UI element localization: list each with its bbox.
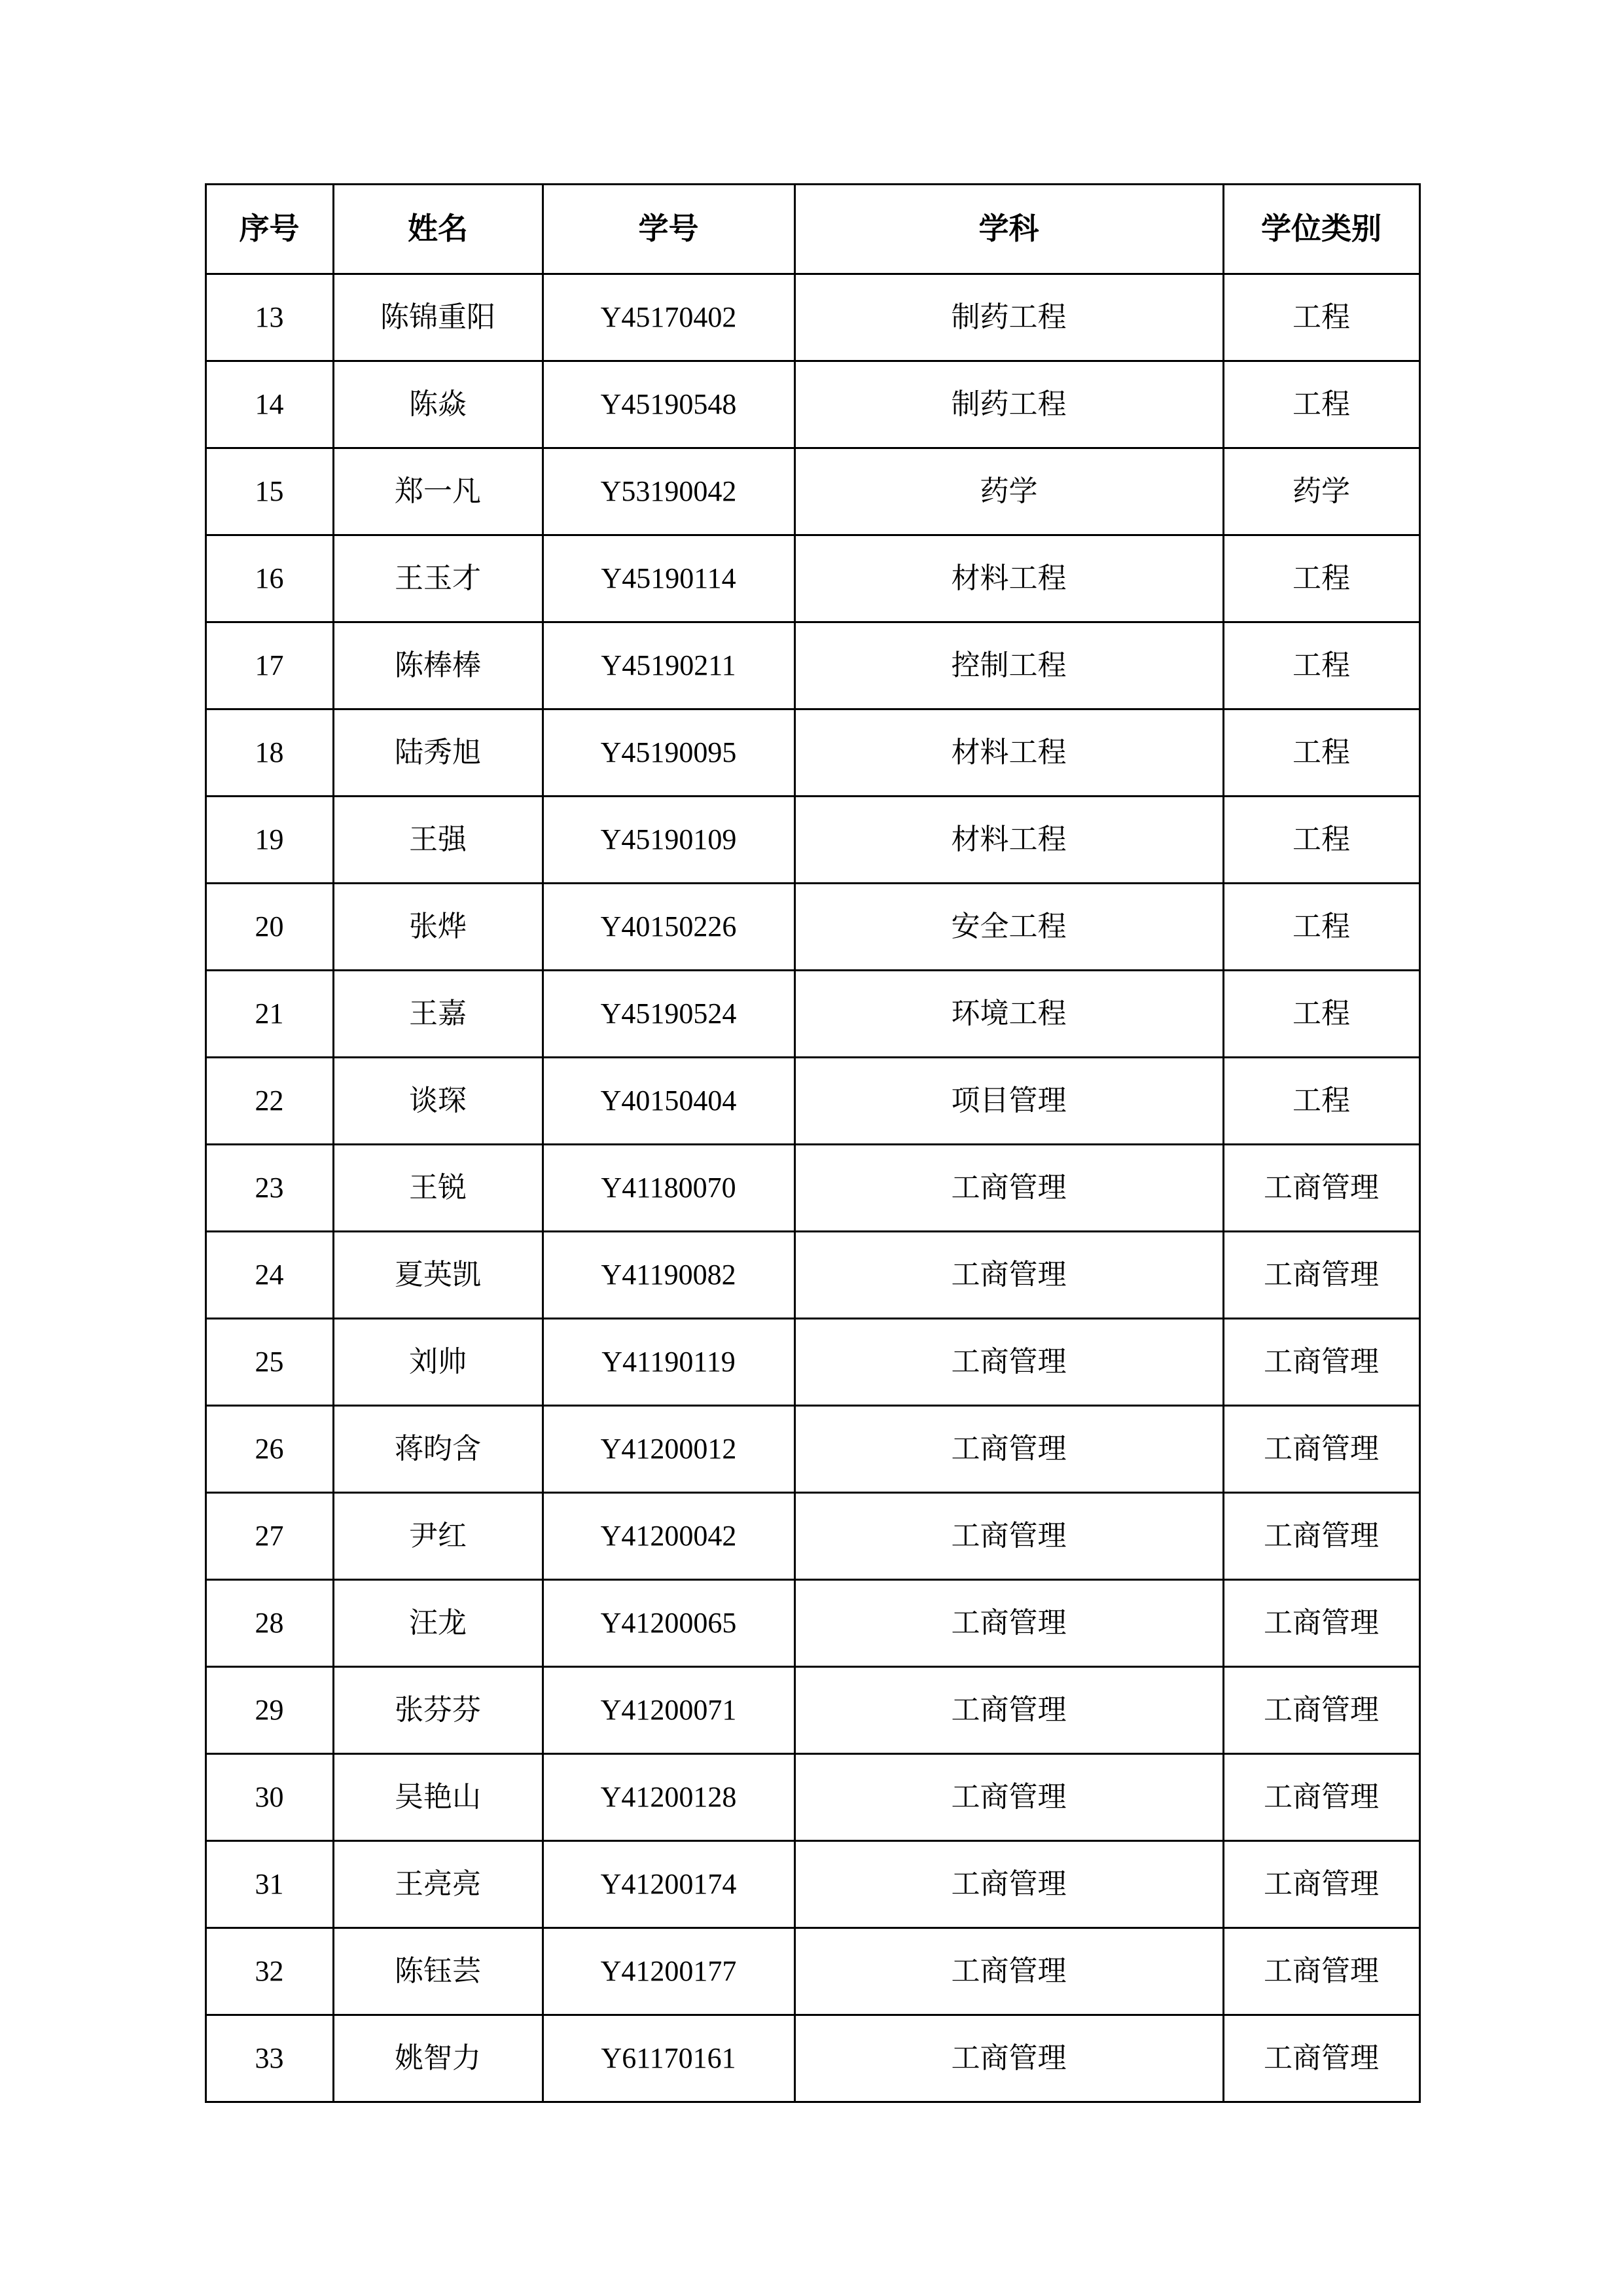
cell-degree-type: 工程 — [1223, 274, 1419, 361]
column-header-index: 序号 — [205, 185, 333, 274]
cell-discipline: 工商管理 — [794, 1406, 1223, 1493]
cell-index: 13 — [205, 274, 333, 361]
table-row — [205, 1406, 1419, 1493]
cell-degree-type: 工程 — [1223, 884, 1419, 971]
cell-discipline: 药学 — [794, 448, 1223, 535]
cell-student-id: Y53190042 — [543, 448, 794, 535]
column-header-student-id: 学号 — [543, 185, 794, 274]
cell-discipline: 工商管理 — [794, 1319, 1223, 1406]
cell-name: 陈焱 — [333, 361, 543, 448]
cell-discipline: 材料工程 — [794, 535, 1223, 622]
cell-discipline: 工商管理 — [794, 1580, 1223, 1667]
cell-discipline: 工商管理 — [794, 1493, 1223, 1580]
cell-degree-type: 工商管理 — [1223, 1145, 1419, 1232]
cell-index: 26 — [205, 1406, 333, 1493]
cell-student-id: Y45190114 — [543, 535, 794, 622]
cell-name: 陆秀旭 — [333, 709, 543, 797]
table-row — [205, 2015, 1419, 2102]
cell-student-id: Y41200128 — [543, 1754, 794, 1841]
cell-student-id: Y41190119 — [543, 1319, 794, 1406]
cell-name: 夏英凯 — [333, 1232, 543, 1319]
cell-discipline: 安全工程 — [794, 884, 1223, 971]
cell-discipline: 项目管理 — [794, 1058, 1223, 1145]
cell-index: 23 — [205, 1145, 333, 1232]
cell-degree-type: 工程 — [1223, 622, 1419, 709]
cell-name: 谈琛 — [333, 1058, 543, 1145]
cell-name: 尹红 — [333, 1493, 543, 1580]
cell-student-id: Y45190109 — [543, 797, 794, 884]
table-row — [205, 448, 1419, 535]
cell-student-id: Y45190211 — [543, 622, 794, 709]
cell-degree-type: 工商管理 — [1223, 1232, 1419, 1319]
cell-degree-type: 工商管理 — [1223, 1754, 1419, 1841]
cell-index: 22 — [205, 1058, 333, 1145]
cell-index: 15 — [205, 448, 333, 535]
cell-student-id: Y41200012 — [543, 1406, 794, 1493]
table-body — [205, 274, 1419, 2102]
cell-degree-type: 工程 — [1223, 709, 1419, 797]
table-row — [205, 274, 1419, 361]
cell-name: 张芬芬 — [333, 1667, 543, 1754]
cell-student-id: Y41200177 — [543, 1928, 794, 2015]
roster-table — [205, 183, 1421, 2103]
cell-name: 汪龙 — [333, 1580, 543, 1667]
cell-degree-type: 工商管理 — [1223, 1319, 1419, 1406]
cell-degree-type: 工程 — [1223, 1058, 1419, 1145]
cell-degree-type: 工商管理 — [1223, 1493, 1419, 1580]
table-row — [205, 1580, 1419, 1667]
cell-index: 21 — [205, 971, 333, 1058]
cell-student-id: Y45190524 — [543, 971, 794, 1058]
cell-degree-type: 药学 — [1223, 448, 1419, 535]
column-header-name: 姓名 — [333, 185, 543, 274]
column-header-discipline: 学科 — [794, 185, 1223, 274]
cell-student-id: Y41200071 — [543, 1667, 794, 1754]
column-header-degree-type: 学位类别 — [1223, 185, 1419, 274]
cell-student-id: Y45190548 — [543, 361, 794, 448]
cell-discipline: 控制工程 — [794, 622, 1223, 709]
cell-name: 王锐 — [333, 1145, 543, 1232]
cell-name: 王强 — [333, 797, 543, 884]
cell-degree-type: 工程 — [1223, 535, 1419, 622]
cell-index: 29 — [205, 1667, 333, 1754]
cell-student-id: Y41200042 — [543, 1493, 794, 1580]
cell-degree-type: 工程 — [1223, 971, 1419, 1058]
table-header-row — [205, 185, 1419, 274]
cell-discipline: 工商管理 — [794, 2015, 1223, 2102]
cell-name: 郑一凡 — [333, 448, 543, 535]
cell-degree-type: 工商管理 — [1223, 1841, 1419, 1928]
cell-student-id: Y41190082 — [543, 1232, 794, 1319]
table-row — [205, 1145, 1419, 1232]
cell-index: 17 — [205, 622, 333, 709]
cell-student-id: Y40150226 — [543, 884, 794, 971]
cell-index: 19 — [205, 797, 333, 884]
cell-name: 吴艳山 — [333, 1754, 543, 1841]
cell-degree-type: 工程 — [1223, 361, 1419, 448]
cell-student-id: Y41200174 — [543, 1841, 794, 1928]
cell-degree-type: 工商管理 — [1223, 1406, 1419, 1493]
cell-discipline: 工商管理 — [794, 1145, 1223, 1232]
cell-student-id: Y45190095 — [543, 709, 794, 797]
cell-discipline: 制药工程 — [794, 274, 1223, 361]
table-row — [205, 1928, 1419, 2015]
table-row — [205, 1841, 1419, 1928]
cell-student-id: Y40150404 — [543, 1058, 794, 1145]
cell-name: 陈锦重阳 — [333, 274, 543, 361]
table-row — [205, 535, 1419, 622]
cell-student-id: Y41180070 — [543, 1145, 794, 1232]
table-row — [205, 1232, 1419, 1319]
table-row — [205, 1754, 1419, 1841]
cell-discipline: 工商管理 — [794, 1754, 1223, 1841]
table-row — [205, 884, 1419, 971]
cell-index: 30 — [205, 1754, 333, 1841]
table-row — [205, 971, 1419, 1058]
table-row — [205, 361, 1419, 448]
cell-index: 14 — [205, 361, 333, 448]
table-row — [205, 709, 1419, 797]
table-row — [205, 1493, 1419, 1580]
cell-name: 王玉才 — [333, 535, 543, 622]
cell-name: 刘帅 — [333, 1319, 543, 1406]
cell-degree-type: 工商管理 — [1223, 1928, 1419, 2015]
roster-table-container — [205, 183, 1419, 2103]
cell-index: 20 — [205, 884, 333, 971]
cell-student-id: Y61170161 — [543, 2015, 794, 2102]
cell-discipline: 工商管理 — [794, 1928, 1223, 2015]
cell-index: 28 — [205, 1580, 333, 1667]
cell-discipline: 工商管理 — [794, 1232, 1223, 1319]
cell-index: 25 — [205, 1319, 333, 1406]
cell-discipline: 工商管理 — [794, 1667, 1223, 1754]
cell-index: 31 — [205, 1841, 333, 1928]
table-row — [205, 1058, 1419, 1145]
cell-discipline: 材料工程 — [794, 797, 1223, 884]
cell-index: 24 — [205, 1232, 333, 1319]
cell-discipline: 制药工程 — [794, 361, 1223, 448]
cell-name: 蒋昀含 — [333, 1406, 543, 1493]
cell-index: 18 — [205, 709, 333, 797]
cell-name: 张烨 — [333, 884, 543, 971]
table-row — [205, 622, 1419, 709]
cell-discipline: 材料工程 — [794, 709, 1223, 797]
cell-index: 32 — [205, 1928, 333, 2015]
table-row — [205, 1667, 1419, 1754]
table-row — [205, 797, 1419, 884]
cell-degree-type: 工商管理 — [1223, 2015, 1419, 2102]
cell-discipline: 工商管理 — [794, 1841, 1223, 1928]
cell-student-id: Y45170402 — [543, 274, 794, 361]
cell-student-id: Y41200065 — [543, 1580, 794, 1667]
cell-discipline: 环境工程 — [794, 971, 1223, 1058]
cell-degree-type: 工商管理 — [1223, 1667, 1419, 1754]
cell-index: 33 — [205, 2015, 333, 2102]
cell-name: 陈棒棒 — [333, 622, 543, 709]
cell-name: 王亮亮 — [333, 1841, 543, 1928]
cell-index: 16 — [205, 535, 333, 622]
table-header — [205, 185, 1419, 274]
cell-name: 陈钰芸 — [333, 1928, 543, 2015]
cell-index: 27 — [205, 1493, 333, 1580]
cell-degree-type: 工商管理 — [1223, 1580, 1419, 1667]
cell-degree-type: 工程 — [1223, 797, 1419, 884]
cell-name: 姚智力 — [333, 2015, 543, 2102]
cell-name: 王嘉 — [333, 971, 543, 1058]
table-row — [205, 1319, 1419, 1406]
